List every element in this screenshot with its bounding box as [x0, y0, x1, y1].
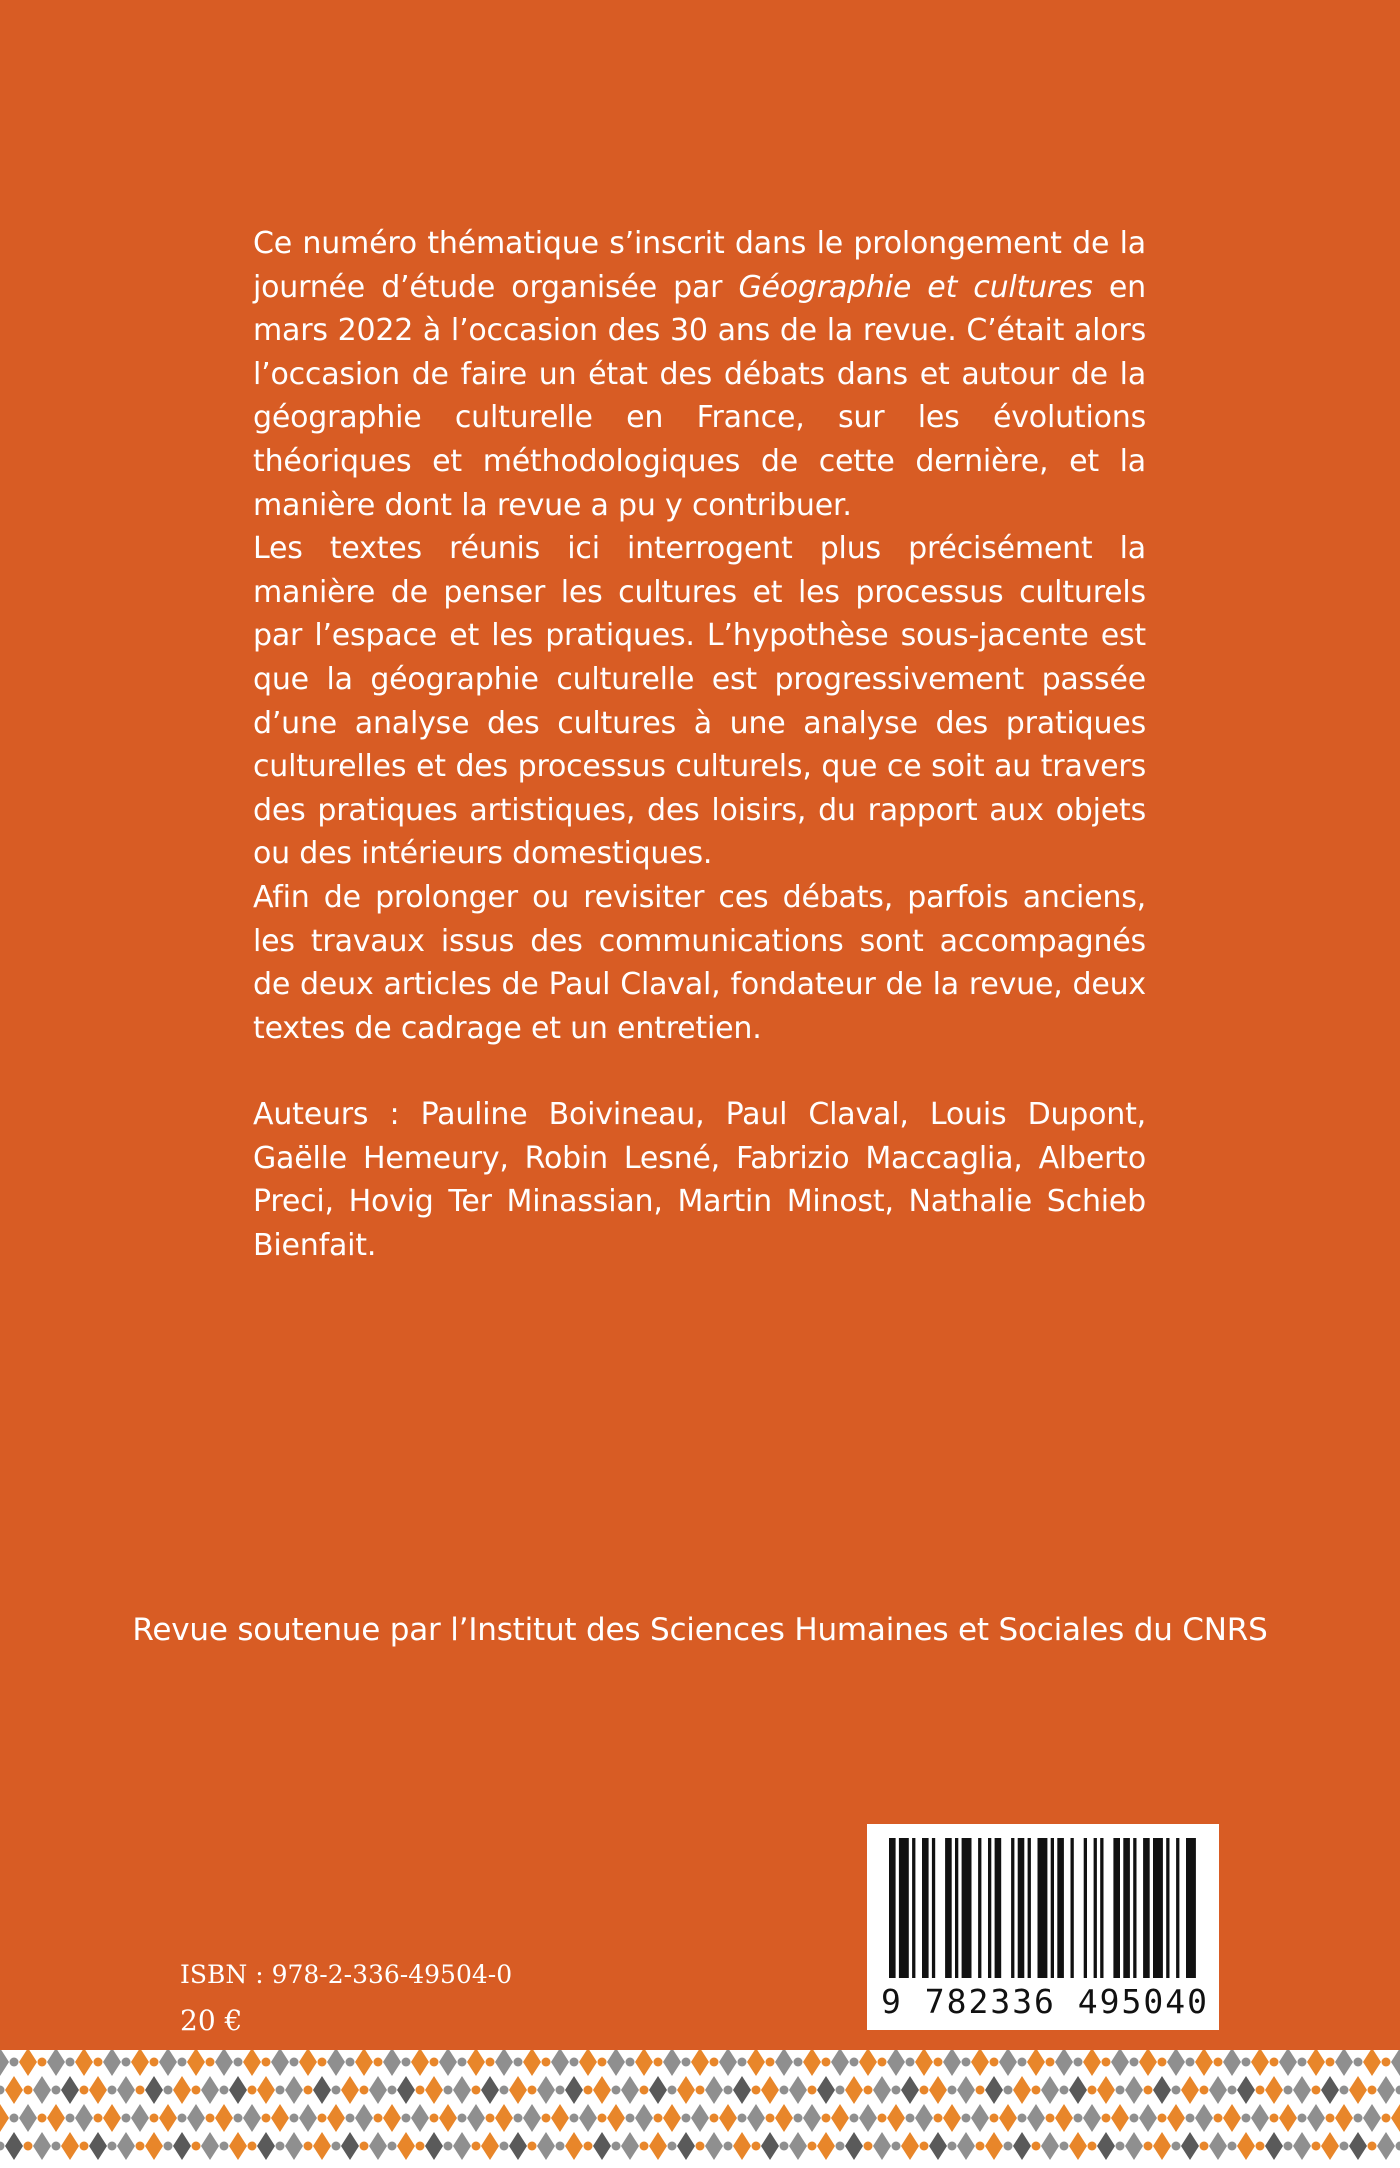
back-cover-blurb	[253, 222, 1146, 1268]
isbn: ISBN : 978-2-336-49504-0	[180, 1960, 513, 1989]
authors-list: Auteurs : Pauline Boivineau, Paul Claval, Louis Dupont, Gaëlle Hemeury, Robin Lesné, Fabrizio Maccaglia, Alberto Preci, Hovig Ter Minassian, Martin Minost, Nathalie Schieb Bienfait.	[253, 1097, 1146, 1264]
barcode	[867, 1824, 1219, 2030]
price: 20 €	[180, 2004, 243, 2037]
barcode-digits: 9 782336 495040	[880, 1982, 1209, 2021]
blurb-text: Ce numéro thématique s’inscrit dans le prolongement de la journée d’étude organisée par	[253, 226, 1146, 305]
blurb-text: en mars 2022 à l’occasion des 30 ans de la revue. C’était alors l’occasion de faire un état des débats dans et autour de la géographie culturelle en France, sur les évolutions théoriques et méthodologiques de cette dernière, et la manière dont la revue a pu y contribuer.	[253, 269, 1146, 523]
journal-title: Géographie et cultures	[738, 269, 1093, 305]
blurb-paragraph-1	[253, 222, 1146, 527]
support-line: Revue soutenue par l’Institut des Sciences Humaines et Sociales du CNRS	[132, 1612, 1268, 1648]
blurb-paragraph-2: Les textes réunis ici interrogent plus précisément la manière de penser les cultures et les processus culturels par l’espace et les pratiques. L’hypothèse sous-jacente est que la géographie culturelle est progressivement passée d’une analyse des cultures à une analyse des pratiques culturelles et des processus culturels, que ce soit au travers des pratiques artistiques, des loisirs, du rapport aux objets ou des intérieurs domestiques.	[253, 531, 1146, 872]
barcode-bars	[887, 1838, 1199, 1988]
blurb-paragraph-3: Afin de prolonger ou revisiter ces débats, parfois anciens, les travaux issus des communications sont accompagnés de deux articles de Paul Claval, fondateur de la revue, deux textes de cadrage et un entretien.	[253, 879, 1146, 1046]
decorative-pattern-band	[0, 2050, 1400, 2168]
